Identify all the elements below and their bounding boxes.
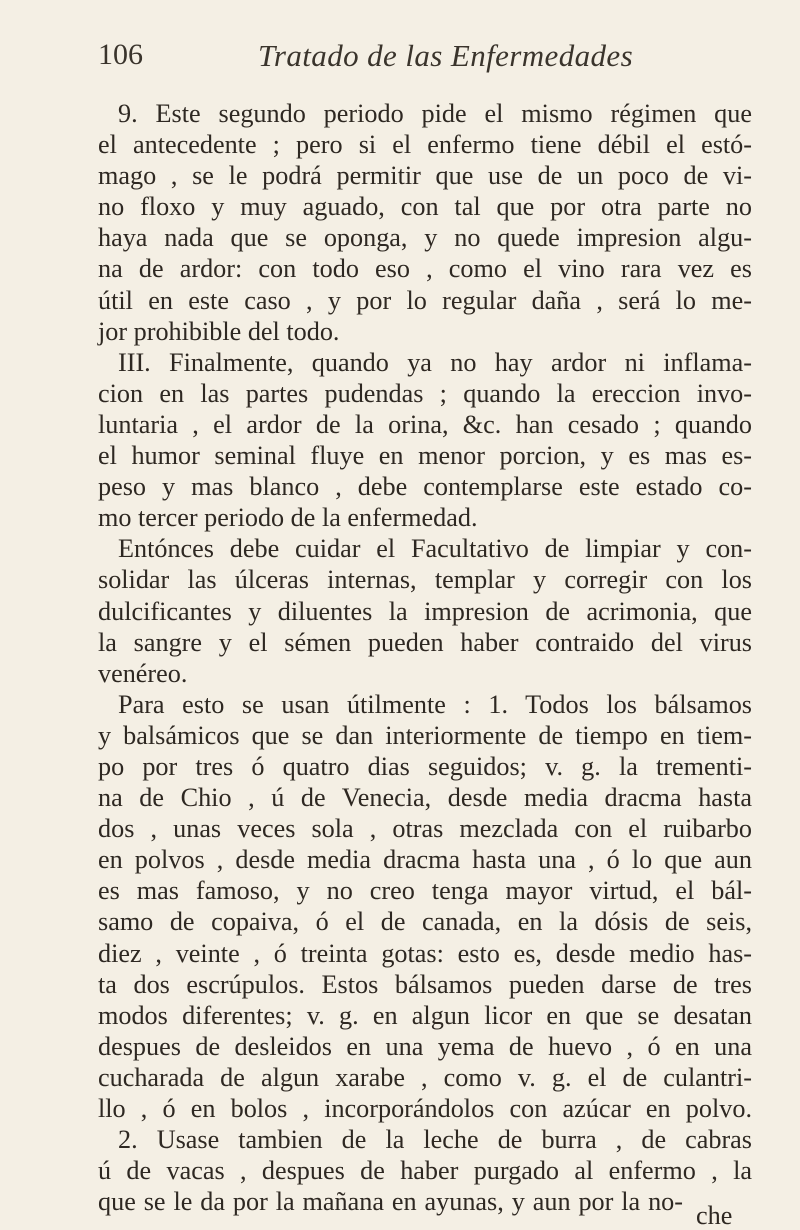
text-line: jor prohibible del todo. [98, 316, 340, 346]
body-text [98, 98, 752, 1217]
text-line: ú de vacas , despues de haber purgado al enfermo , la [98, 1156, 752, 1186]
text-line: peso y mas blanco , debe contemplarse este estado co- [98, 472, 752, 502]
text-line: Entónces debe cuidar el Facultativo de limpiar y con- [118, 534, 752, 564]
page-number: 106 [98, 38, 143, 71]
text-line: cion en las partes pudendas ; quando la ereccion invo- [98, 378, 752, 408]
text-line: III. Finalmente, quando ya no hay ardor ni inflama- [118, 347, 752, 377]
text-line: mago , se le podrá permitir que use de un poco de vi- [98, 161, 752, 191]
text-line: el antecedente ; pero si el enfermo tiene débil el estó- [98, 130, 752, 160]
text-line: Para esto se usan útilmente : 1. Todos los bálsamos [118, 689, 752, 719]
text-line: cucharada de algun xarabe , como v. g. el de culantri- [98, 1062, 752, 1092]
text-line: luntaria , el ardor de la orina, &c. han cesado ; quando [98, 409, 752, 439]
catchword: che [696, 1201, 733, 1230]
text-line: despues de desleidos en una yema de huevo , ó en una [98, 1031, 752, 1061]
text-line: y balsámicos que se dan interiormente de tiempo en tiem- [98, 720, 752, 750]
text-line: no floxo y muy aguado, con tal que por otra parte no [98, 192, 752, 222]
text-line: modos diferentes; v. g. en algun licor en que se desatan [98, 1000, 752, 1030]
page-header [98, 38, 718, 88]
text-line: dulcificantes y diluentes la impresion de acrimonia, que [98, 596, 752, 626]
text-line: 2. Usase tambien de la leche de burra , de cabras [118, 1125, 752, 1155]
text-line: que se le da por la mañana en ayunas, y aun por la no- [98, 1187, 683, 1217]
text-line: solidar las úlceras internas, templar y corregir con los [98, 565, 752, 595]
running-title: Tratado de las Enfermedades [258, 38, 634, 73]
text-line: venéreo. [98, 658, 188, 688]
text-line: llo , ó en bolos , incorporándolos con azúcar en polvo. [98, 1094, 752, 1123]
text-line: mo tercer periodo de la enfermedad. [98, 503, 478, 533]
text-line: 9. Este segundo periodo pide el mismo régimen que [118, 99, 752, 128]
text-line: haya nada que se oponga, y no quede impresion algu- [98, 223, 752, 253]
text-line: diez , veinte , ó treinta gotas: esto es, desde medio has- [98, 938, 752, 968]
text-line: el humor seminal fluye en menor porcion, y es mas es- [98, 441, 752, 471]
text-line: na de ardor: con todo eso , como el vino rara vez es [98, 254, 752, 284]
text-line: la sangre y el sémen pueden haber contraido del virus [98, 627, 752, 657]
text-line: útil en este caso , y por lo regular daña , será lo me- [98, 285, 752, 315]
text-line: es mas famoso, y no creo tenga mayor virtud, el bál- [98, 876, 752, 906]
text-line: ta dos escrúpulos. Estos bálsamos pueden darse de tres [98, 969, 752, 999]
text-line: en polvos , desde media dracma hasta una , ó lo que aun [98, 845, 752, 875]
text-line: po por tres ó quatro dias seguidos; v. g. la trementi- [98, 751, 752, 781]
text-line: dos , unas veces sola , otras mezclada con el ruibarbo [98, 814, 752, 844]
text-line: samo de copaiva, ó el de canada, en la dósis de seis, [98, 907, 752, 937]
text-line: na de Chio , ú de Venecia, desde media dracma hasta [98, 783, 752, 813]
